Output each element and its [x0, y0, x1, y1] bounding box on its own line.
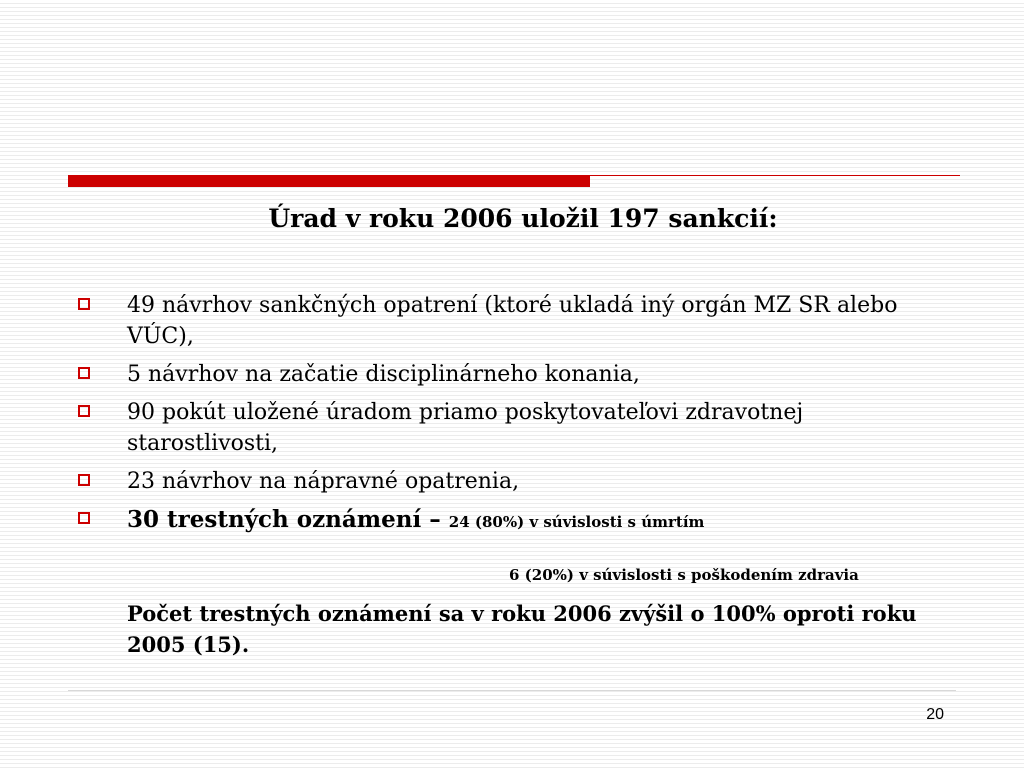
title-rule-line: [590, 175, 960, 176]
list-item: [78, 290, 958, 352]
square-bullet-icon: [78, 405, 90, 417]
square-bullet-icon: [78, 298, 90, 310]
page-number: 20: [926, 706, 944, 723]
bullet-list: [78, 290, 958, 538]
square-bullet-icon: [78, 367, 90, 379]
summary-text: Počet trestných oznámení sa v roku 2006 zvýšil o 100% oproti roku 2005 (15).: [127, 601, 917, 657]
bullet-text: 49 návrhov sankčných opatrení (ktoré ukladá iný orgán MZ SR alebo VÚC),: [127, 293, 898, 349]
criminal-reports-label: 30 trestných oznámení –: [127, 506, 449, 533]
health-damage-detail: 6 (20%) v súvislosti s poškodením zdravia: [509, 566, 859, 584]
list-item: [78, 504, 958, 538]
list-item: [78, 397, 958, 459]
square-bullet-icon: [78, 474, 90, 486]
list-item: [78, 359, 958, 390]
square-bullet-icon: [78, 512, 90, 524]
slide-title: Úrad v roku 2006 uložil 197 sankcií:: [268, 204, 778, 233]
bullet-text: 23 návrhov na nápravné opatrenia,: [127, 469, 520, 494]
slide-content: [78, 290, 958, 657]
death-related-detail: 24 (80%) v súvislosti s úmrtím: [448, 513, 705, 531]
footer-divider: [68, 690, 956, 691]
bullet-text: 5 návrhov na začatie disciplinárneho konania,: [127, 362, 640, 387]
bullet-text: 90 pokút uložené úradom priamo poskytovateľovi zdravotnej starostlivosti,: [127, 400, 804, 456]
list-item: [78, 466, 958, 497]
title-accent-bar: [68, 175, 590, 187]
